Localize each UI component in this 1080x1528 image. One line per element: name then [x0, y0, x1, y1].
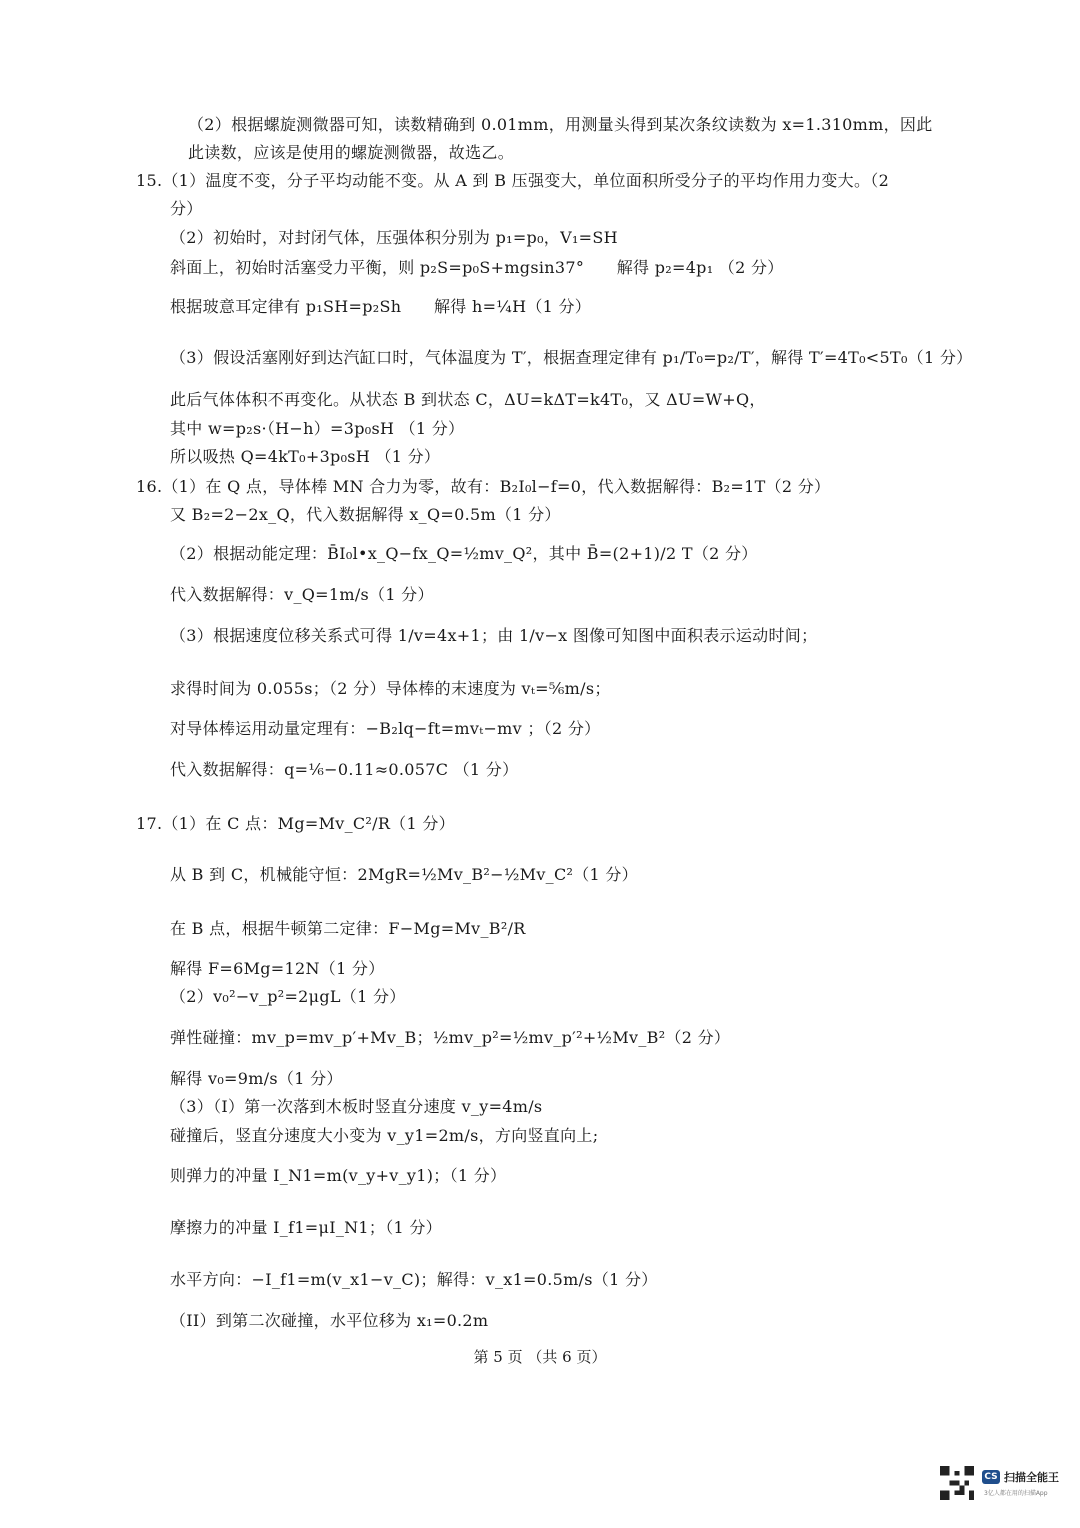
text-line: 求得时间为 0.055s；（2 分）导体棒的末速度为 vₜ=⅚m/s；	[170, 679, 611, 698]
text-line: 其中 w=p₂s·（H−h）=3p₀sH （1 分）	[170, 419, 465, 438]
page-footer: 第 5 页 （共 6 页）	[473, 1348, 607, 1366]
scanner-app-tagline: 3亿人都在用的扫描App	[984, 1490, 1048, 1497]
text-line: 又 B₂=2−2x_Q，代入数据解得 x_Q=0.5m（1 分）	[170, 505, 561, 524]
text-line: （3）根据速度位移关系式可得 1/v=4x+1；由 1/v−x 图像可知图中面积表示运动时间；	[170, 626, 818, 645]
text-line: 从 B 到 C，机械能守恒：2MgR=½Mv_B²−½Mv_C²（1 分）	[170, 865, 638, 884]
text-line: 此读数，应该是使用的螺旋测微器，故选乙。	[188, 143, 515, 162]
qr-code-icon	[940, 1466, 974, 1500]
scanner-app-name: 扫描全能王	[1004, 1471, 1059, 1484]
text-line: 对导体棒运用动量定理有：−B₂lq−ft=mvₜ−mv ；（2 分）	[170, 719, 601, 738]
text-line: 此后气体体积不再变化。从状态 B 到状态 C，ΔU=kΔT=k4T₀，又 ΔU=W+Q，	[170, 390, 766, 409]
text-line: （3）假设活塞刚好到达汽缸口时，气体温度为 T′，根据查理定律有 p₁/T₀=p₂/T′，解得 T′=4T₀<5T₀（1 分）	[170, 348, 973, 367]
text-line: （2）v₀²−v_p²=2μgL（1 分）	[170, 987, 406, 1006]
text-line: 16.（1）在 Q 点，导体棒 MN 合力为零，故有：B₂I₀l−f=0，代入数据解得：B₂=1T（2 分）	[136, 477, 831, 496]
text-line: 在 B 点，根据牛顿第二定律：F−Mg=Mv_B²/R	[170, 919, 526, 938]
text-line: 解得 F=6Mg=12N（1 分）	[170, 959, 385, 978]
text-line: 摩擦力的冲量 I_f1=μI_N1；（1 分）	[170, 1218, 442, 1237]
text-line: （3）（I）第一次落到木板时竖直分速度 v_y=4m/s	[170, 1097, 543, 1116]
text-line: 碰撞后，竖直分速度大小变为 v_y1=2m/s，方向竖直向上;	[170, 1126, 599, 1145]
text-line: 所以吸热 Q=4kT₀+3p₀sH （1 分）	[170, 447, 441, 466]
text-line: 水平方向：−I_f1=m(v_x1−v_C)；解得：v_x1=0.5m/s（1 分）	[170, 1270, 658, 1289]
text-line: （2）根据螺旋测微器可知，读数精确到 0.01mm，用测量头得到某次条纹读数为 x=1.310mm，因此	[188, 115, 933, 134]
text-line: 15.（1）温度不变，分子平均动能不变。从 A 到 B 压强变大，单位面积所受分子的平均作用力变大。（2	[136, 171, 890, 190]
text-line: 弹性碰撞：mv_p=mv_p′+Mv_B；½mv_p²=½mv_p′²+½Mv_B²（2 分）	[170, 1028, 731, 1047]
text-line: （2）根据动能定理：B̄I₀l•x_Q−fx_Q=½mv_Q²，其中 B̄=(2+1)/2 T（2 分）	[170, 544, 758, 563]
scanner-watermark	[940, 1466, 1065, 1506]
text-line: 根据玻意耳定律有 p₁SH=p₂Sh 解得 h=¼H（1 分）	[170, 297, 592, 316]
text-line: 代入数据解得：v_Q=1m/s（1 分）	[170, 585, 434, 604]
text-line: 则弹力的冲量 I_N1=m(v_y+v_y1)；（1 分）	[170, 1166, 507, 1185]
text-line: （II）到第二次碰撞，水平位移为 x₁=0.2m	[170, 1311, 489, 1330]
text-line: 代入数据解得：q=⅙−0.11≈0.057C （1 分）	[170, 760, 519, 779]
text-line: 斜面上，初始时活塞受力平衡，则 p₂S=p₀S+mgsin37° 解得 p₂=4p₁ （2 分）	[170, 258, 784, 277]
camscanner-logo-icon: CS	[982, 1470, 1000, 1484]
text-line: 分）	[170, 199, 203, 218]
text-line: （2）初始时，对封闭气体，压强体积分别为 p₁=p₀，V₁=SH	[170, 228, 618, 247]
text-line: 17.（1）在 C 点：Mg=Mv_C²/R（1 分）	[136, 814, 455, 833]
text-line: 解得 v₀=9m/s（1 分）	[170, 1069, 343, 1088]
